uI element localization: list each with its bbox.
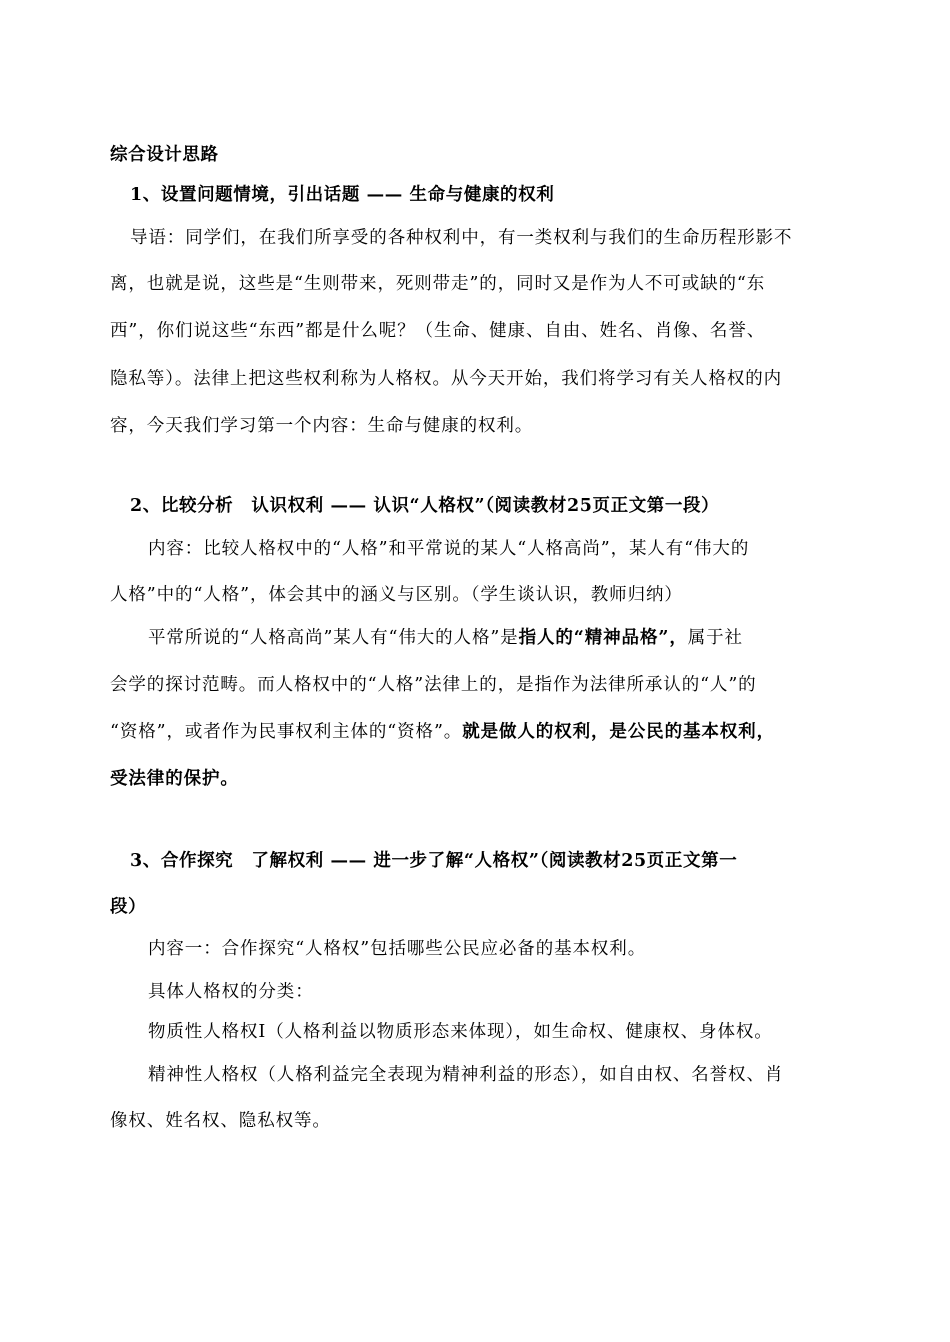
section-1-paragraph-line: 西”，你们说这些“东西”都是什么呢？（生命、健康、自由、姓名、肖像、名誉、 [110,321,766,341]
section-1-paragraph-line: 隐私等）。法律上把这些权利称为人格权。从今天开始，我们将学习有关人格权的内 [110,369,783,389]
section-2-paragraph-line: 人格”中的“人格”，体会其中的涵义与区别。（学生谈认识，教师归纳） [110,585,683,605]
section-1-paragraph-line: 导语：同学们，在我们所享受的各种权利中，有一类权利与我们的生命历程形影不 [130,228,793,248]
section-2-paragraph-line: 受法律的保护。 [110,769,239,789]
section-3-line: 物质性人格权Ⅰ（人格利益以物质形态来体现），如生命权、健康权、身体权。 [148,1022,773,1042]
section-2-heading: 2、比较分析 认识权利 —— 认识“人格权”（阅读教材25页正文第一段） [130,496,720,516]
section-1-paragraph-line: 容，今天我们学习第一个内容：生命与健康的权利。 [110,416,534,436]
section-2-paragraph-line: 会学的探讨范畴。而人格权中的“人格”法律上的，是指作为法律所承认的“人”的 [110,675,757,695]
section-3-heading-continuation: 段） [110,897,147,917]
plain-text-span: “资格”，或者作为民事权利主体的“资格”。 [110,722,463,742]
section-2-paragraph-line [148,626,840,650]
section-3-line: 精神性人格权（人格利益完全表现为精神利益的形态），如自由权、名誉权、肖 [148,1065,784,1085]
section-3-line: 具体人格权的分类： [148,982,314,1002]
section-3-line: 像权、姓名权、隐私权等。 [110,1111,331,1131]
bold-emphasis-span: 指人的“精神品格”， [518,628,688,648]
section-1-heading: 1、设置问题情境，引出话题 —— 生命与健康的权利 [130,185,555,205]
section-1-paragraph-line: 离，也就是说，这些是“生则带来，死则带走”的，同时又是作为人不可或缺的“东 [110,274,766,294]
section-2-paragraph-line: 内容：比较人格权中的“人格”和平常说的某人“人格高尚”，某人有“伟大的 [148,539,750,559]
document-title: 综合设计思路 [110,145,219,165]
section-3-heading: 3、合作探究 了解权利 —— 进一步了解“人格权”（阅读教材25页正文第一 [130,851,738,871]
bold-emphasis-span: 就是做人的权利，是公民的基本权利， [462,722,775,742]
plain-text-span: 平常所说的“人格高尚”某人有“伟大的人格”是 [148,628,519,648]
section-2-paragraph-line [110,720,840,744]
section-3-line: 内容一：合作探究“人格权”包括哪些公民应必备的基本权利。 [148,939,647,959]
plain-text-span: 属于社 [687,628,743,648]
